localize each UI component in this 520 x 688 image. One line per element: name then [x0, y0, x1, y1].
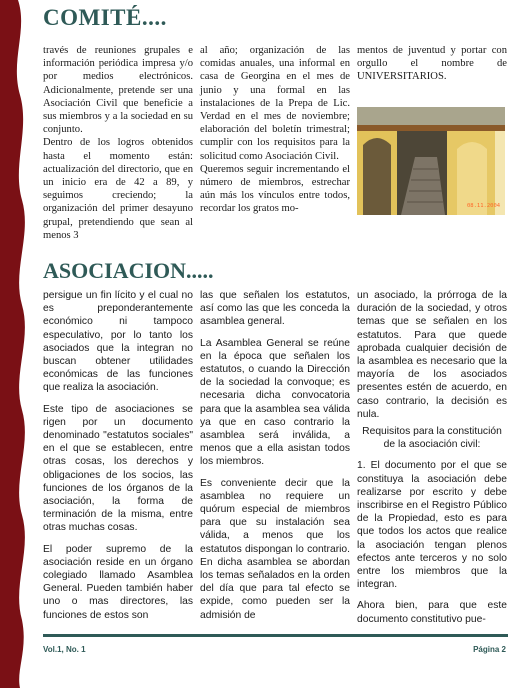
paragraph: través de reuniones grupales e información periódica impresa y/o por medios electrónicos. Adicionalmente, pretende ser una Asociación Civil que beneficie a sus miembros y a la sociedad en su conjunto. [43, 45, 193, 136]
section-heading-asociacion: ASOCIACION..... [43, 258, 214, 283]
photo-date-stamp: 08.11.2004 [467, 203, 501, 209]
paragraph: un asociado, la prórroga de la duración de la sociedad, y otros temas que se señalen en los estatutos. Para que quede aprobada cualquier decisión de la asamblea es necesario que la mayoría de los asociados presentes estén de acuerdo, en caso contrario, la decisión es nula. [357, 290, 507, 420]
paragraph: Es conveniente decir que la asamblea no requiere un quórum especial de miembros para que su instalación sea válida, a menos que los estatutos dispongan lo contrario. En dicha asamblea se abordan los temas señalados en la orden del día que para tal efecto se expide, como pueden ser la admisión de [200, 477, 350, 621]
footer-rule [43, 634, 508, 637]
comite-column-2 [200, 44, 350, 236]
asociacion-column-3 [357, 289, 507, 625]
section-heading-comite: COMITÉ.... [43, 5, 167, 30]
paragraph: Queremos seguir incrementando el número de miembros, estrechar aún más los vínculos entre todos, recordar los gratos mo- [200, 163, 350, 215]
comite-column-1 [43, 44, 193, 241]
paragraph: mentos de juventud y portar con orgullo el nombre de UNIVERSITARIOS. [357, 45, 507, 83]
paragraph: persigue un fin lícito y el cual no es preponderantemente económico ni tampoco especulativo, por lo tanto los asociados que la integran no buscan obtener utilidades económicas de las funciones que realiza la asociación. [43, 290, 193, 394]
paragraph: El poder supremo de la asociación reside en un órgano colegiado llamado Asamblea General. Pueden también haber uno o mas directores, las funciones de estos son [43, 543, 193, 621]
asociacion-column-1 [43, 289, 193, 621]
paragraph: al año; organización de las comidas anuales, una informal en casa de Georgina en el mes de junio y una formal en las instalaciones de la Prepa de Lic. Verdad en el mes de noviembre; elaboración del boletín trimestral; cumplir con los requisitos para la solicitud como Asociación Civil. [200, 45, 350, 162]
footer-volume: Vol.1, No. 1 [43, 645, 86, 654]
footer-page-number: Página 2 [473, 645, 506, 654]
comite-column-3 [357, 44, 507, 94]
paragraph: las que señalen los estatutos, así como las que les conceda la asamblea general. [200, 290, 350, 328]
paragraph: Ahora bien, para que este documento constitutivo pue- [357, 600, 507, 625]
paragraph: La Asamblea General se reúne en la época que señalen los estatutos, o cuando la Dirección de la sociedad la convoque; es necesaria dicha convocatoria para que la asamblea sea válida ya que en caso contrario la asamblea será inválida, a menos que a ella asistan todos los miembros. [200, 337, 350, 468]
paragraph: Este tipo de asociaciones se rigen por un documento denominado "estatutos sociales" en el que se establecen, entre otras cosas, los derechos y obligaciones de los socios, las funciones de los órganos de la asociación, la forma de terminación de la misma, entre otras muchas cosas. [43, 403, 193, 534]
paragraph: 1. El documento por el que se constituya la asociación debe realizarse por escrito y debe inscribirse en el Registro Público de la Propiedad, esto es para que todos los actos que realice la asociación tengan plenos efectos ante terceros y no solo entre los miembros que la integran. [357, 460, 507, 591]
requisitos-title: Requisitos para la constitución de la asociación civil: [362, 426, 502, 451]
building-photo [357, 107, 505, 215]
decorative-ribbon [0, 0, 32, 688]
asociacion-column-2 [200, 289, 350, 621]
paragraph: Dentro de los logros obtenidos hasta el momento están: actualización del directorio, que en un inicio era de 42 a 89, y seguimos creciendo; la organización del primer desayuno grupal, pretendiendo que sean al menos 3 [43, 137, 193, 241]
